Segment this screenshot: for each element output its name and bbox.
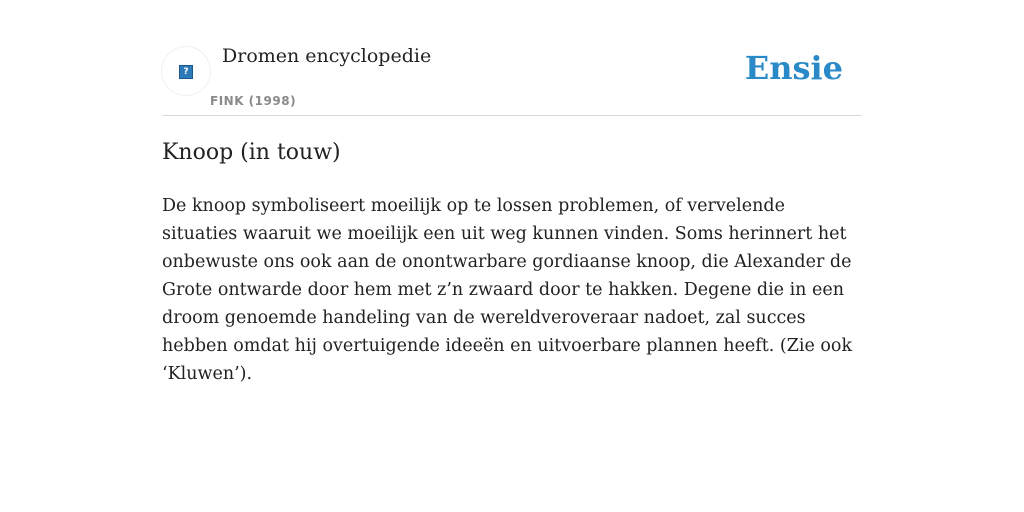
source-header (162, 0, 862, 116)
entry-body: De knoop symboliseert moeilijk op te lossen problemen, of vervelende situaties waaruit we moeilijk een uit weg kunnen vinden. Soms herinnert het onbewuste ons ook aan de onontwarbare gordiaanse knoop, die Alexander de Grote ontwarde door hem met z’n zwaard door te hakken. Degene die in een droom genoemde handeling van de wereldveroveraar nadoet, zal succes hebben omdat hij overtuigende ideeën en uitvoerbare plannen heeft. (Zie ook ‘Kluwen’). (162, 196, 853, 384)
source-title[interactable]: Dromen encyclopedie (222, 45, 432, 67)
ensie-logo[interactable]: Ensie (744, 49, 843, 87)
entry-title: Knoop (in touw) (162, 140, 341, 165)
source-author: FINK (1998) (210, 94, 297, 108)
entry-card (162, 0, 862, 512)
question-mark-icon: ? (179, 65, 193, 79)
source-avatar[interactable] (162, 47, 210, 95)
